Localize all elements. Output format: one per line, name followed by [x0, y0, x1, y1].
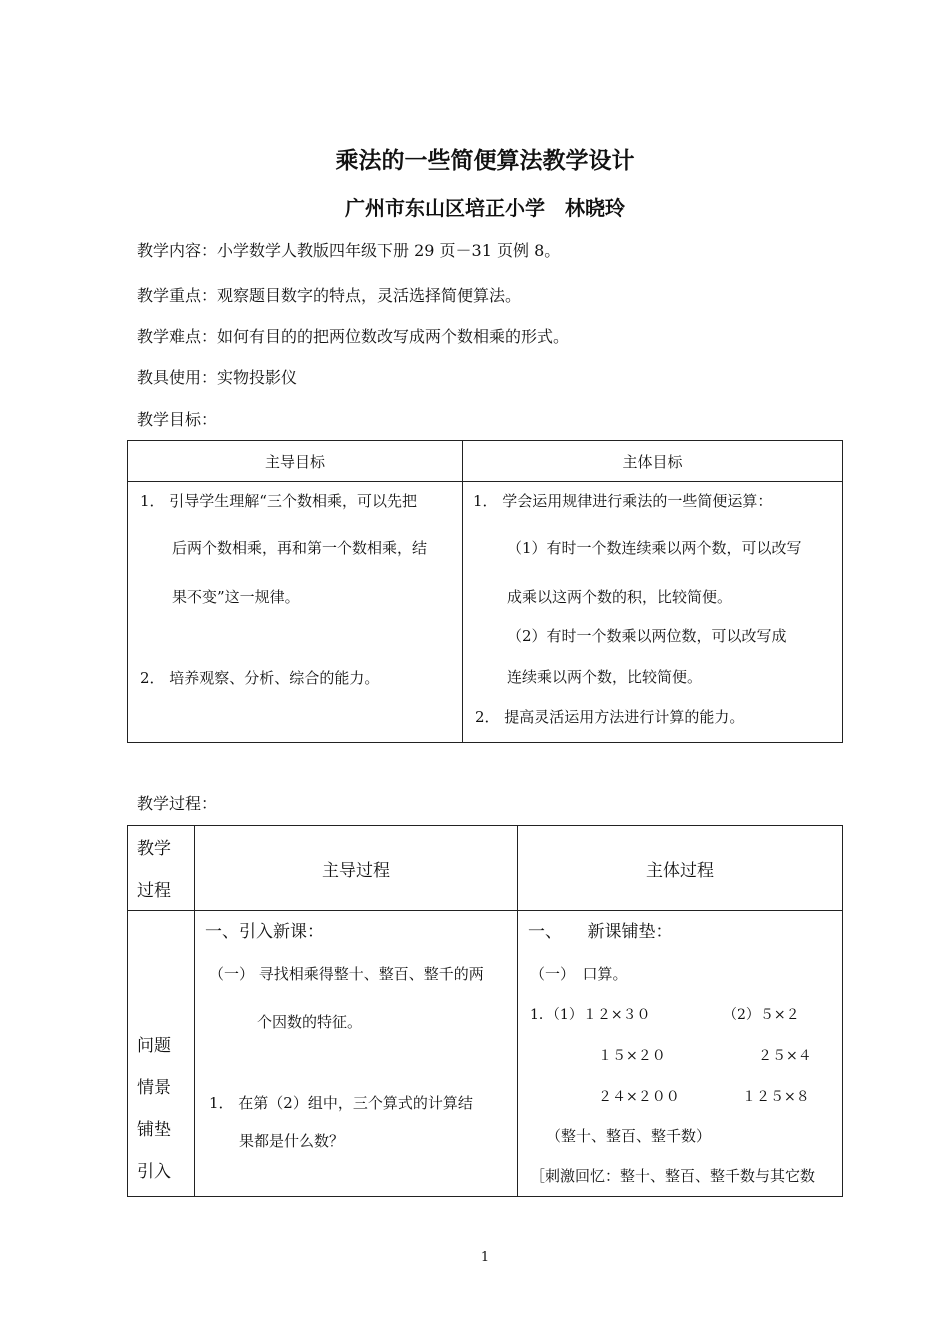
goals-header-main: 主体目标 [463, 441, 843, 482]
lead-goal-line: 后两个数相乘，再和第一个数相乘，结 [172, 539, 428, 557]
process-header-main: 主体过程 [518, 826, 843, 911]
process-header-lead: 主导过程 [195, 826, 518, 911]
process-header-stage: 教学 过程 [128, 826, 195, 911]
main-process-line: （一） 口算。 [530, 965, 628, 983]
main-process-line: 一、 新课铺垫： [528, 922, 673, 942]
main-goal-line: （1）有时一个数连续乘以两个数，可以改写 [507, 539, 802, 557]
main-goal-line: 成乘以这两个数的积，比较简便。 [507, 588, 733, 606]
teaching-content: 教学内容：小学数学人教版四年级下册 29 页－31 页例 8。 [137, 241, 561, 260]
stage-cell [128, 911, 195, 1197]
main-process-line: ２５×４ [758, 1048, 812, 1064]
process-table [127, 825, 843, 1197]
lead-goal-line: 1． 引导学生理解“三个数相乘，可以先把 [140, 492, 417, 510]
process-heading: 教学过程： [137, 794, 218, 813]
main-process-line: （整十、整百、整千数） [546, 1127, 712, 1145]
main-process-line: １５×２０ [598, 1048, 666, 1064]
lead-process-line: （一） 寻找相乘得整十、整百、整千的两 [209, 965, 484, 983]
lead-process-cell [195, 911, 518, 1197]
lead-process-line: 果都是什么数？ [239, 1132, 345, 1150]
main-goal-line: 连续乘以两个数，比较简便。 [507, 668, 703, 686]
lead-process-line: 个因数的特征。 [257, 1013, 363, 1031]
main-process-line: （2）５×２ [723, 1007, 800, 1023]
stage-label: 情景 [137, 1078, 171, 1098]
stage-label: 铺垫 [137, 1120, 171, 1140]
document-title: 乘法的一些简便算法教学设计 [335, 148, 635, 174]
main-process-line: ２４×２００ [598, 1089, 680, 1105]
main-goal-line: 1． 学会运用规律进行乘法的一些简便运算： [473, 492, 773, 510]
teaching-focus: 教学重点：观察题目数字的特点，灵活选择简便算法。 [137, 286, 522, 305]
goals-header-lead: 主导目标 [128, 441, 463, 482]
main-process-line: １２５×８ [742, 1089, 810, 1105]
stage-label: 问题 [137, 1036, 171, 1056]
page-number: 1 [480, 1250, 490, 1265]
goals-table [127, 440, 843, 743]
lead-goal-line: 果不变”这一规律。 [172, 588, 300, 606]
stage-label: 引入 [137, 1162, 171, 1182]
lead-goals-cell [128, 482, 463, 743]
main-goals-cell [463, 482, 843, 743]
teaching-difficulty: 教学难点：如何有目的的把两位数改写成两个数相乘的形式。 [137, 327, 570, 346]
main-process-line: 1．（1）１２×３０ [530, 1007, 651, 1023]
goals-heading: 教学目标： [137, 410, 218, 429]
main-process-cell [518, 911, 843, 1197]
teaching-tools: 教具使用：实物投影仪 [137, 368, 298, 387]
lead-goal-line: 2． 培养观察、分析、综合的能力。 [140, 669, 380, 687]
main-process-line: ［刺激回忆：整十、整百、整千数与其它数 [530, 1167, 816, 1185]
main-goal-line: （2）有时一个数乘以两位数，可以改写成 [507, 627, 787, 645]
main-goal-line: 2． 提高灵活运用方法进行计算的能力。 [475, 708, 745, 726]
document-subtitle: 广州市东山区培正小学 林晓玲 [345, 196, 625, 220]
lead-process-line: 一、引入新课： [205, 922, 324, 942]
lead-process-line: 1． 在第（2）组中，三个算式的计算结 [209, 1094, 473, 1112]
